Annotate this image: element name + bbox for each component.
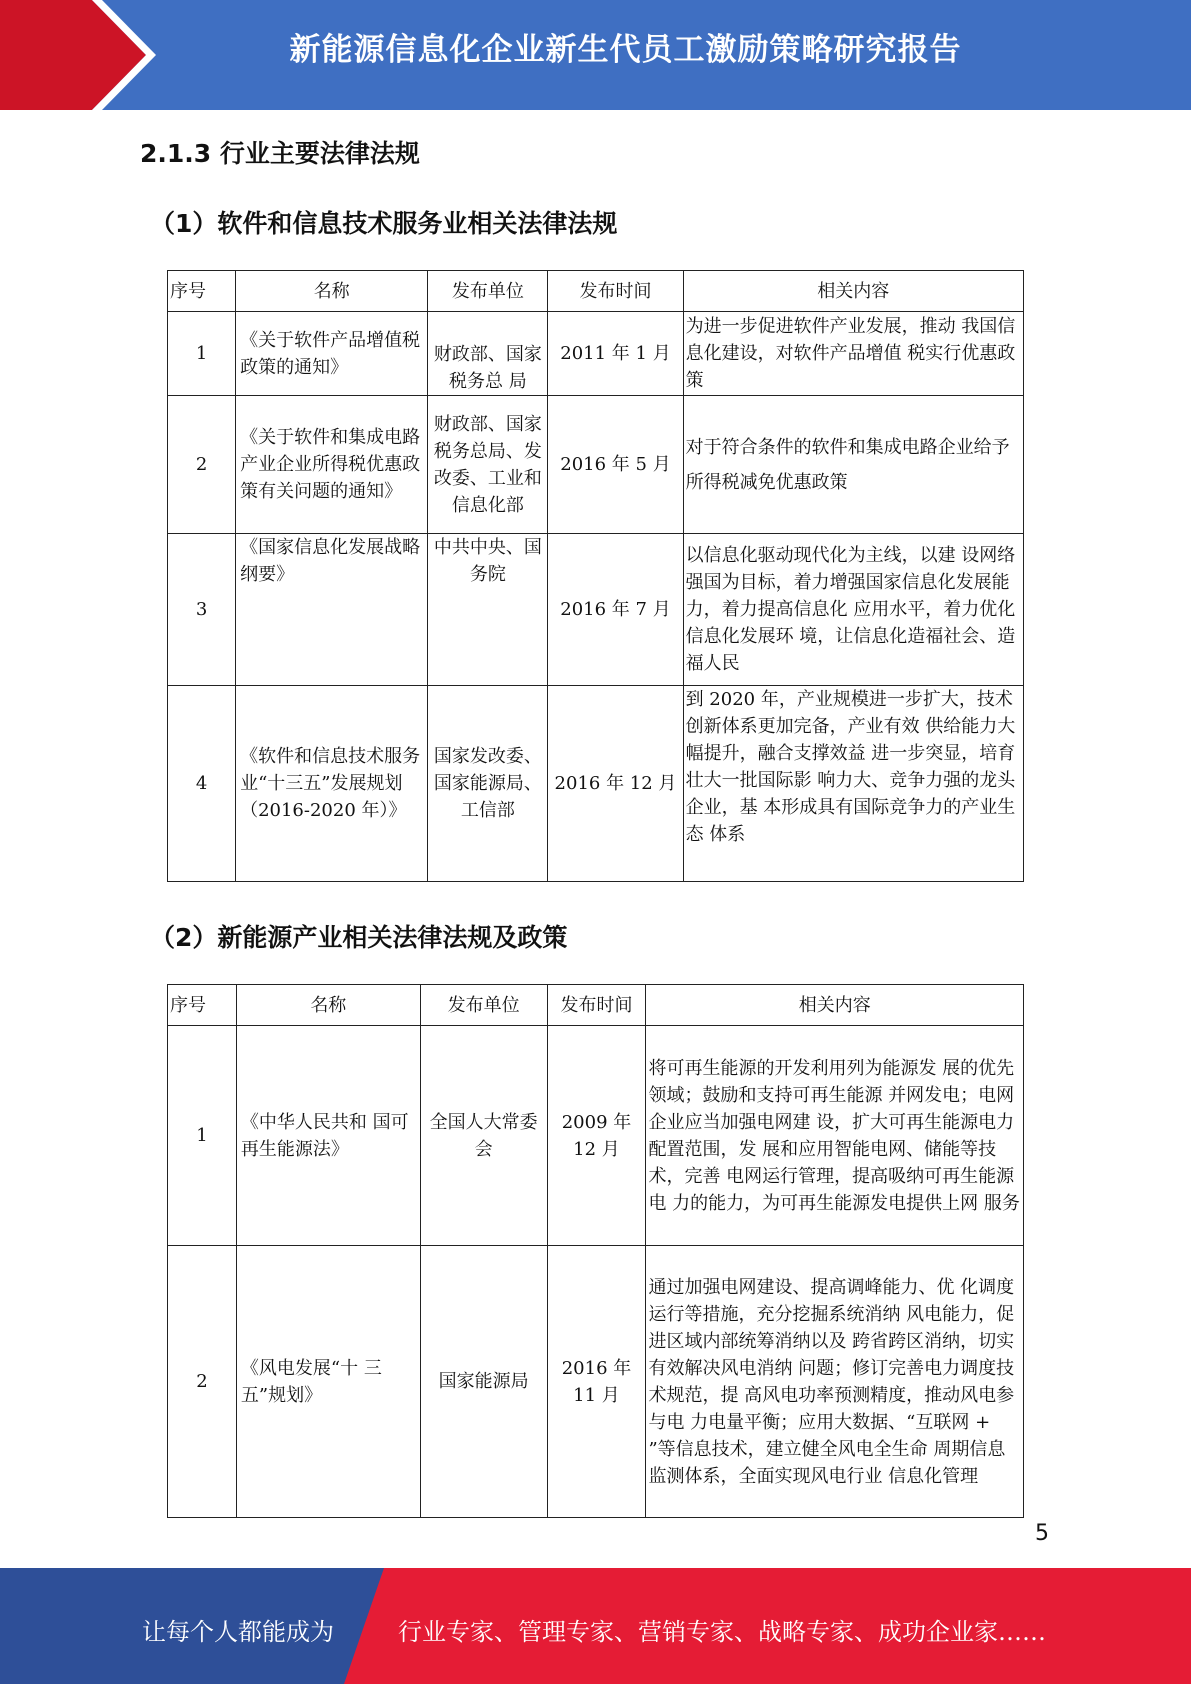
row-content: 以信息化驱动现代化为主线，以建 设网络强国为目标，着力增强国家信息化发展能力，着力提高信息化 应用水平，着力优化信息化发展环 境，让信息化造福社会、造福人民 — [683, 534, 1023, 686]
col-header-content: 相关内容 — [683, 271, 1023, 312]
row-issuer: 财政部、国家税务总 局 — [428, 312, 548, 396]
table-row — [168, 534, 1024, 686]
col-header-no: 序号 — [168, 271, 236, 312]
section-heading: 2.1.3 行业主要法律法规 — [140, 139, 420, 168]
row-date: 2016 年 11 月 — [547, 1246, 646, 1518]
row-date: 2016 年 12 月 — [548, 686, 683, 882]
row-content: 将可再生能源的开发利用列为能源发 展的优先领域；鼓励和支持可再生能源 并网发电；电网企业应当加强电网建 设，扩大可再生能源电力配置范围，发 展和应用智能电网、储能等技术，完善 电网运行管理，提高吸纳可再生能源电 力的能力，为可再生能源发电提供上网 服务 — [646, 1026, 1024, 1246]
row-name: 《中华人民共和 国可再生能源法》 — [236, 1026, 420, 1246]
row-name: 《关于软件产品增值税政策的通知》 — [236, 312, 428, 396]
col-header-name: 名称 — [236, 985, 420, 1026]
col-header-name: 名称 — [236, 271, 428, 312]
row-issuer: 国家能源局 — [420, 1246, 547, 1518]
col-header-issuer: 发布单位 — [428, 271, 548, 312]
footer-slogan-left: 让每个人都能成为 — [142, 1618, 334, 1646]
table-row — [168, 686, 1024, 882]
col-header-content: 相关内容 — [646, 985, 1024, 1026]
page-number: 5 — [1035, 1521, 1049, 1546]
row-name: 《国家信息化发展战略纲要》 — [236, 534, 428, 686]
table-row — [168, 396, 1024, 534]
page-header — [0, 0, 1191, 110]
row-date: 2016 年 5 月 — [548, 396, 683, 534]
table-row — [168, 1246, 1024, 1518]
row-no: 3 — [168, 534, 236, 686]
row-issuer: 中共中央、国务院 — [428, 534, 548, 686]
row-issuer: 国家发改委、国家能源局、工信部 — [428, 686, 548, 882]
software-law-table — [167, 270, 1024, 882]
row-name: 《关于软件和集成电路产业企业所得税优惠政策有关问题的通知》 — [236, 396, 428, 534]
table-row — [168, 1026, 1024, 1246]
col-header-date: 发布时间 — [548, 271, 683, 312]
row-no: 4 — [168, 686, 236, 882]
row-content: 对于符合条件的软件和集成电路企业给予所得税减免优惠政策 — [683, 396, 1023, 534]
table-header-row — [168, 985, 1024, 1026]
row-no: 1 — [168, 312, 236, 396]
footer-slogan-right: 行业专家、管理专家、营销专家、战略专家、成功企业家…… — [398, 1618, 1046, 1646]
row-name: 《软件和信息技术服务业“十三五”发展规划（2016-2020 年）》 — [236, 686, 428, 882]
new-energy-law-table — [167, 984, 1024, 1518]
row-issuer: 全国人大常委会 — [420, 1026, 547, 1246]
page-footer — [0, 1568, 1191, 1684]
row-content: 为进一步促进软件产业发展，推动 我国信息化建设，对软件产品增值 税实行优惠政策 — [683, 312, 1023, 396]
row-name: 《风电发展“十 三五”规划》 — [236, 1246, 420, 1518]
col-header-issuer: 发布单位 — [420, 985, 547, 1026]
row-content: 到 2020 年，产业规模进一步扩大，技术创新体系更加完备，产业有效 供给能力大幅提升，融合支撑效益 进一步突显，培育壮大一批国际影 响力大、竞争力强的龙头企业，基 本形成具有国际竞争力的产业生态 体系 — [683, 686, 1023, 882]
row-date: 2011 年 1 月 — [548, 312, 683, 396]
row-content: 通过加强电网建设、提高调峰能力、优 化调度运行等措施，充分挖掘系统消纳 风电能力，促进区域内部统筹消纳以及 跨省跨区消纳，切实有效解决风电消纳 问题；修订完善电力调度技术规范，提 高风电功率预测精度，推动风电参与电 力电量平衡；应用大数据、“互联网 + ”等信息技术，建立健全风电全生命 周期信息监测体系，全面实现风电行业 信息化管理 — [646, 1246, 1024, 1518]
report-title: 新能源信息化企业新生代员工激励策略研究报告 — [289, 32, 962, 68]
table2-title: （2）新能源产业相关法律法规及政策 — [150, 923, 568, 952]
table-row — [168, 312, 1024, 396]
row-no: 2 — [168, 396, 236, 534]
row-no: 1 — [168, 1026, 237, 1246]
table-header-row — [168, 271, 1024, 312]
col-header-no: 序号 — [168, 985, 237, 1026]
row-date: 2016 年 7 月 — [548, 534, 683, 686]
row-date: 2009 年 12 月 — [547, 1026, 646, 1246]
row-no: 2 — [168, 1246, 237, 1518]
table1-title: （1）软件和信息技术服务业相关法律法规 — [150, 209, 618, 238]
col-header-date: 发布时间 — [547, 985, 646, 1026]
row-issuer: 财政部、国家税务总局、发改委、工业和信息化部 — [428, 396, 548, 534]
